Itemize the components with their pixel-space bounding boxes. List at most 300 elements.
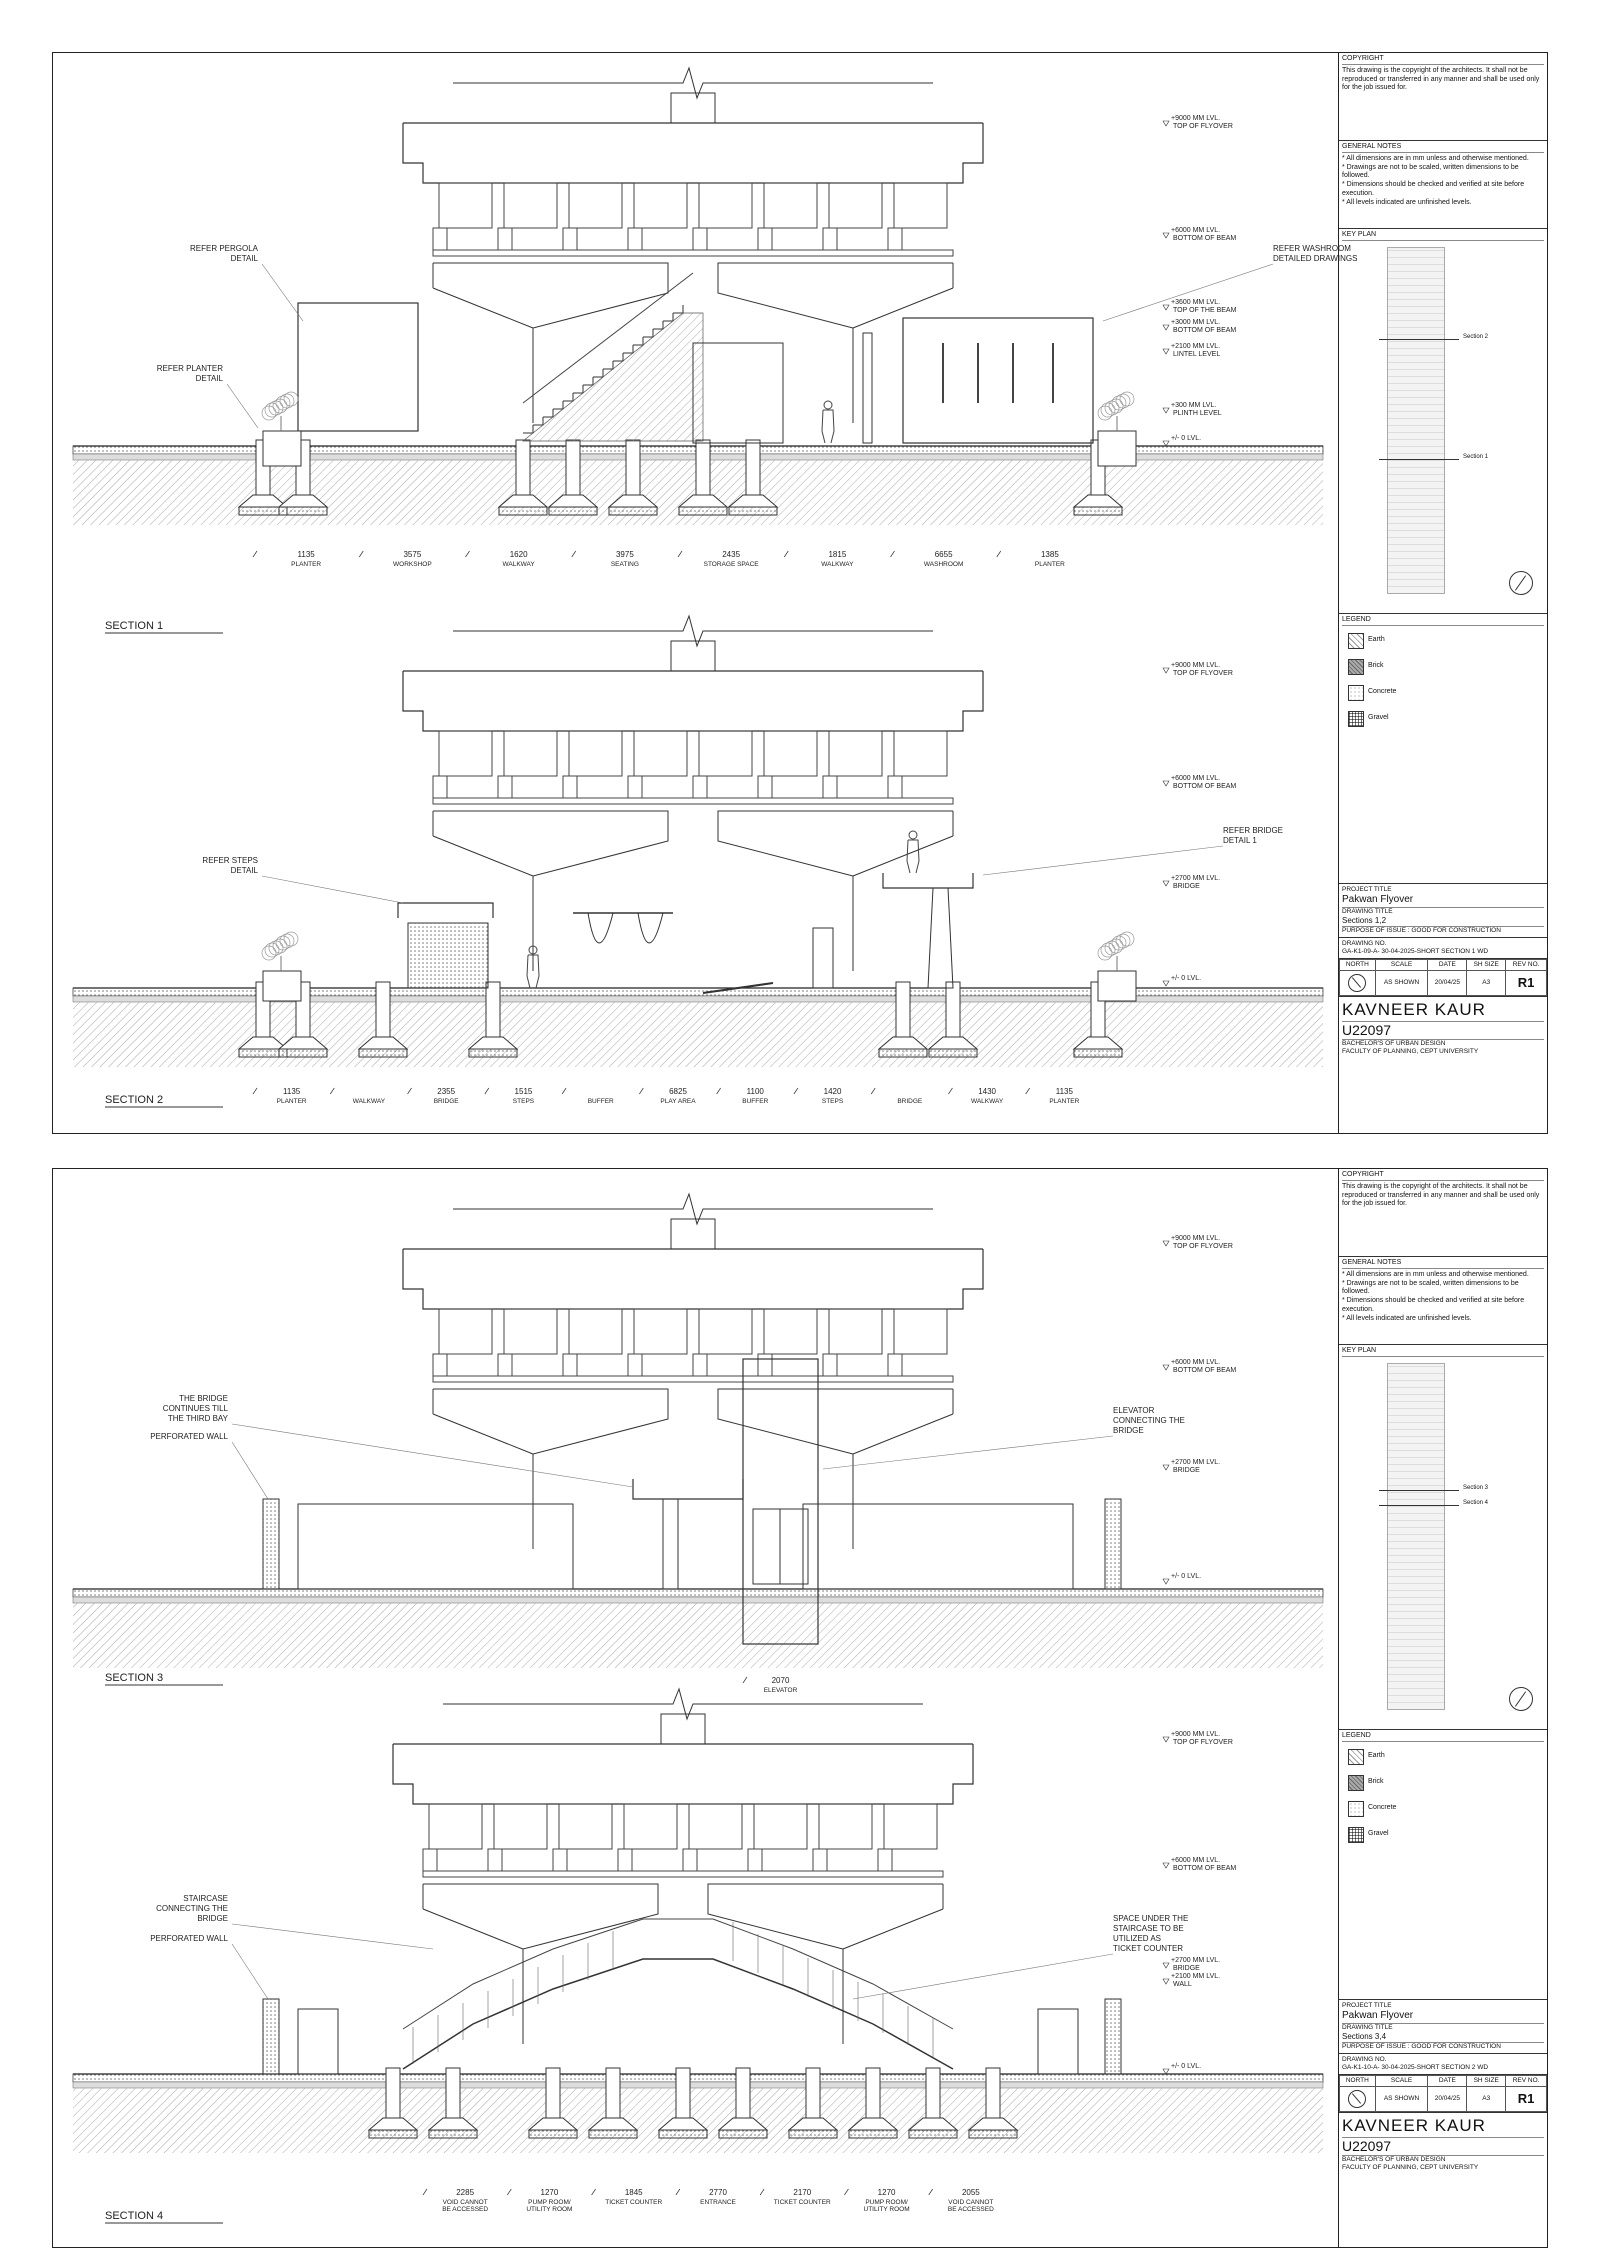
dim-label: UTILITY ROOM (863, 2206, 910, 2213)
drawing-number-heading: DRAWING NO. (1342, 939, 1387, 947)
drawing-title: Sections 1,2 (1342, 916, 1544, 927)
legend-block (1339, 1730, 1547, 2000)
legend-item-concrete (1348, 685, 1544, 701)
column (446, 2068, 460, 2118)
dim-label: PLAY AREA (660, 1098, 696, 1105)
level-value: +2100 MM LVL. (1171, 1973, 1221, 1980)
callout-text: PERFORATED WALL (150, 1934, 228, 1943)
dim-value: 1620 (509, 550, 528, 559)
callout-text: DETAIL (195, 374, 223, 383)
concrete-layer (73, 1597, 1323, 1603)
box-girder-cell (439, 731, 492, 776)
dim-value: 1100 (746, 1087, 764, 1096)
box-girder-cell (699, 183, 752, 228)
level-value: +6000 MM LVL. (1171, 1857, 1221, 1864)
legend-item-earth (1348, 633, 1544, 649)
dims-section-4 (423, 2188, 994, 2213)
column (386, 2068, 400, 2118)
bridge-ledge (398, 903, 493, 918)
dim-tick (676, 2189, 680, 2195)
copyright-block (1339, 53, 1547, 141)
key-plan-heading: KEY PLAN (1342, 231, 1544, 241)
level-marker (1163, 1737, 1169, 1742)
box-girder-cell (829, 1309, 882, 1354)
box-girder-cell (569, 183, 622, 228)
project-title: Pakwan Flyover (1342, 894, 1544, 908)
dim-tick (678, 551, 682, 557)
section-1-title: SECTION 1 (105, 620, 164, 632)
foliage (1101, 403, 1115, 417)
level-desc: BRIDGE (1173, 1467, 1200, 1474)
north-symbol-icon (1340, 971, 1376, 996)
note-line: * Drawings are not to be scaled, written dimensions to be followed. (1342, 1279, 1519, 1296)
callout-text: STAIRCASE (183, 1894, 228, 1903)
section-cut-label: Section 2 (1463, 334, 1489, 340)
dim-tick (359, 551, 363, 557)
legend-label: Brick (1368, 1778, 1384, 1786)
leader-line (232, 1424, 633, 1487)
footing-pad (969, 2130, 1017, 2138)
dim-label: VOID CANNOT (948, 2199, 994, 2206)
perforated-wall-right (803, 1504, 1073, 1589)
meta-heading: REV NO. (1506, 2076, 1547, 2087)
girder-bearing (628, 228, 642, 250)
project-heading: PROJECT TITLE (1342, 886, 1392, 893)
project-block (1339, 2000, 1547, 2054)
legend-heading: LEGEND (1342, 1732, 1544, 1742)
general-notes-block (1339, 141, 1547, 229)
planter-box (263, 971, 301, 1001)
dim-label: PLANTER (1034, 561, 1065, 568)
planter-shrub (1098, 932, 1134, 971)
callout-text: DETAILED DRAWINGS (1273, 254, 1358, 263)
dim-tick (891, 551, 895, 557)
level-value: +9000 MM LVL. (1171, 1731, 1221, 1738)
footing-pad (729, 507, 777, 515)
planter-shrub (1098, 392, 1134, 431)
girder-bearing (813, 1849, 827, 1871)
girder-bearing (748, 1849, 762, 1871)
dim-label: STORAGE SPACE (703, 561, 759, 568)
section-cut-label: Section 4 (1463, 1500, 1489, 1506)
step (633, 337, 643, 345)
dim-label: UTILITY ROOM (526, 2206, 573, 2213)
meta-heading: DATE (1428, 960, 1467, 971)
pier-cap-top (423, 1871, 943, 1877)
bearing-block (661, 1714, 705, 1744)
dim-tick (592, 2189, 596, 2195)
girder-bearing (563, 228, 577, 250)
level-marker (1163, 1863, 1169, 1868)
level-value: +/- 0 LVL. (1171, 2063, 1202, 2070)
step (543, 409, 553, 417)
box-girder-cell (699, 731, 752, 776)
callout-text: REFER PERGOLA (189, 244, 258, 253)
dim-label: WORKSHOP (393, 561, 432, 568)
footing-pad (549, 507, 597, 515)
girder-bearing (563, 1354, 577, 1376)
footing-pad (719, 2130, 767, 2138)
callout-perforated-wall (150, 1432, 268, 1499)
general-notes-block (1339, 1257, 1547, 1345)
meta-heading: DATE (1428, 2076, 1467, 2087)
box-girder-cell (624, 1804, 677, 1849)
box-girder-cell (504, 731, 557, 776)
dim-value: 2770 (709, 2188, 727, 2197)
copyright-text: This drawing is the copyright of the architects. It shall not be reproduced or transferred in any manner and shall be used only for the job issued for. (1342, 66, 1540, 92)
note-line: * Drawings are not to be scaled, written dimensions to be followed. (1342, 163, 1519, 180)
earth-layer (73, 1603, 1323, 1668)
drawing-sheet-2 (52, 1168, 1548, 2248)
footing-pad (589, 2130, 637, 2138)
column (736, 2068, 750, 2118)
level-marker (1163, 981, 1169, 986)
note-line: * All dimensions are in mm unless and otherwise mentioned. (1342, 1270, 1529, 1278)
box-girder-cell (439, 183, 492, 228)
box-girder-cell (894, 731, 947, 776)
meta-heading: NORTH (1340, 2076, 1376, 2087)
box-girder-cell (439, 1309, 492, 1354)
dim-tick (871, 1088, 875, 1094)
dim-tick (948, 1088, 952, 1094)
column (606, 2068, 620, 2118)
level-value: +9000 MM LVL. (1171, 1235, 1221, 1242)
step (583, 377, 593, 385)
ground-section-4 (73, 2074, 1323, 2153)
deck-slab (403, 123, 983, 183)
footing-pad (469, 1049, 517, 1057)
step (673, 305, 683, 313)
pillar-right (1105, 1499, 1121, 1589)
box-girder-cell (559, 1804, 612, 1849)
legend-label: Gravel (1368, 714, 1389, 722)
bearing-block (671, 641, 715, 671)
level-marker (1163, 325, 1169, 330)
key-plan-block (1339, 1345, 1547, 1730)
callout-text: THE BRIDGE (179, 1394, 228, 1403)
head (824, 401, 832, 409)
level-desc: PLINTH LEVEL (1173, 410, 1222, 417)
section-cut-label: Section 3 (1463, 1485, 1489, 1491)
girder-bearing (888, 776, 902, 798)
meta-block (1339, 2075, 1547, 2113)
level-value: +3000 MM LVL. (1171, 319, 1221, 326)
girder-bearing (498, 228, 512, 250)
girder-bearing (693, 228, 707, 250)
step (563, 393, 573, 401)
footing-pad (499, 507, 547, 515)
footing-pad (429, 2130, 477, 2138)
dim-value: 1430 (978, 1087, 996, 1096)
note-line: * Dimensions should be checked and verified at site before execution. (1342, 1297, 1525, 1313)
level-value: +/- 0 LVL. (1171, 975, 1202, 982)
step (553, 401, 563, 409)
body (907, 840, 919, 873)
dim-tick (507, 2189, 511, 2195)
dim-label: WALKWAY (821, 561, 854, 568)
column (926, 2068, 940, 2118)
footing-pad (679, 507, 727, 515)
level-marker (1163, 668, 1169, 673)
girder-bearing (498, 1354, 512, 1376)
ground-section-3 (73, 1589, 1323, 1668)
footing-pad (879, 1049, 927, 1057)
girder-bearing (683, 1849, 697, 1871)
callout-text: CONTINUES TILL (162, 1404, 228, 1413)
callout-text: TICKET COUNTER (1113, 1944, 1184, 1953)
legend-item-earth (1348, 1749, 1544, 1765)
cap-slope (843, 1909, 943, 1949)
level-value: +2700 MM LVL. (1171, 1957, 1221, 1964)
dim-tick (408, 1088, 412, 1094)
note-line: * All dimensions are in mm unless and otherwise mentioned. (1342, 154, 1529, 162)
dim-label: BUFFER (587, 1098, 614, 1105)
pillar-left (263, 1999, 279, 2074)
level-desc: BOTTOM OF BEAM (1173, 783, 1237, 790)
dim-label: BRIDGE (897, 1098, 923, 1105)
column (376, 982, 390, 1037)
swing-seats (588, 913, 663, 943)
callout-text: REFER PLANTER (156, 364, 223, 373)
dim-label: BRIDGE (433, 1098, 459, 1105)
planter-shrub (262, 932, 298, 971)
girder-bearing (628, 776, 642, 798)
girder-bearing (693, 776, 707, 798)
callout-text: REFER STEPS (202, 856, 258, 865)
dim-tick (639, 1088, 643, 1094)
footing-pad (529, 2130, 577, 2138)
meta-heading: SH SIZE (1467, 960, 1506, 971)
dim-label: STEPS (821, 1098, 844, 1105)
step (623, 345, 633, 353)
level-desc: LINTEL LEVEL (1173, 351, 1221, 358)
box-girder-cell (494, 1804, 547, 1849)
callout-text: DETAIL 1 (1223, 836, 1257, 845)
legend-label: Concrete (1368, 1804, 1397, 1812)
level-desc: BOTTOM OF BEAM (1173, 327, 1237, 334)
bridge-column (663, 1499, 678, 1589)
level-desc: TOP OF THE BEAM (1173, 307, 1237, 314)
dim-tick (466, 551, 470, 557)
north-arrow-icon (1509, 571, 1533, 595)
dim-tick (562, 1088, 566, 1094)
column (746, 440, 760, 495)
callout-text: REFER BRIDGE (1223, 826, 1284, 835)
school-line: FACULTY OF PLANNING, CEPT UNIVERSITY (1342, 2164, 1479, 2172)
section-cut-label: Section 1 (1463, 454, 1489, 460)
drawing-heading: DRAWING TITLE (1342, 2023, 1393, 2031)
key-plan-block (1339, 229, 1547, 614)
column (546, 2068, 560, 2118)
key-plan-map (1387, 247, 1445, 594)
dim-label: TICKET COUNTER (605, 2199, 663, 2206)
pier-arm-left (433, 1389, 668, 1549)
level-desc: BRIDGE (1173, 1965, 1200, 1972)
dim-value: 2435 (722, 550, 741, 559)
revision-value: R1 (1506, 971, 1547, 996)
level-desc: BOTTOM OF BEAM (1173, 235, 1237, 242)
dim-label: STEPS (512, 1098, 535, 1105)
legend-item-gravel (1348, 1827, 1544, 1843)
scale-value: AS SHOWN (1375, 2087, 1428, 2112)
purpose-of-issue: PURPOSE OF ISSUE : GOOD FOR CONSTRUCTION (1342, 926, 1501, 934)
callout-text: BRIDGE (197, 1914, 228, 1923)
dim-value: 3975 (615, 550, 634, 559)
column (696, 440, 710, 495)
notes-heading: GENERAL NOTES (1342, 1259, 1544, 1269)
footing-pad (609, 507, 657, 515)
pier-arm-left (423, 1884, 658, 2044)
author-block (1339, 2113, 1547, 2174)
pergola-frame (298, 303, 418, 431)
foliage (265, 403, 279, 417)
column (806, 2068, 820, 2118)
girder-bearing (758, 228, 772, 250)
level-value: +6000 MM LVL. (1171, 775, 1221, 782)
dim-label: PUMP ROOM/ (528, 2199, 571, 2206)
step (653, 321, 663, 329)
school-line: BACHELOR'S OF URBAN DESIGN (1342, 2156, 1446, 2163)
callout-text: UTILIZED AS (1113, 1934, 1162, 1943)
dim-value: 1135 (283, 1087, 301, 1096)
dim-label: VOID CANNOT (442, 2199, 488, 2206)
project-title: Pakwan Flyover (1342, 2010, 1544, 2024)
dim-value: 1270 (540, 2188, 559, 2197)
dim-label: WALKWAY (352, 1098, 386, 1105)
dim-tick (929, 2189, 933, 2195)
meta-table (1339, 959, 1547, 996)
drawing-number-heading: DRAWING NO. (1342, 2055, 1387, 2063)
girder-bearing (758, 1354, 772, 1376)
concrete-swatch-icon (1348, 685, 1364, 701)
project-heading: PROJECT TITLE (1342, 2002, 1392, 2009)
drawing-number-block (1339, 2054, 1547, 2075)
callout-text: REFER WASHROOM (1273, 244, 1351, 253)
callout-text: CONNECTING THE (1113, 1416, 1185, 1425)
level-desc: TOP OF FLYOVER (1173, 1739, 1233, 1746)
dim-tick (794, 1088, 798, 1094)
earth-swatch-icon (1348, 1749, 1364, 1765)
footing-pad (279, 1049, 327, 1057)
level-marker (1163, 408, 1169, 413)
girder-bearing (878, 1849, 892, 1871)
box-girder-cell (429, 1804, 482, 1849)
dim-label: ENTRANCE (700, 2199, 736, 2206)
planter-shrub (262, 392, 298, 431)
callout-ticket-counter (853, 1914, 1188, 1999)
bearing-block (671, 93, 715, 123)
girder-bearing (888, 1354, 902, 1376)
north-arrow-icon (1509, 1687, 1533, 1711)
column (626, 440, 640, 495)
title-block (1338, 53, 1547, 1133)
pillar-right (1105, 1999, 1121, 2074)
box-girder-cell (829, 183, 882, 228)
dim-value: 1270 (877, 2188, 896, 2197)
footing-pad (909, 2130, 957, 2138)
drawing-heading: DRAWING TITLE (1342, 907, 1393, 915)
copyright-block (1339, 1169, 1547, 1257)
drawing-title: Sections 3,4 (1342, 2032, 1544, 2043)
box-girder-cell (569, 731, 622, 776)
dim-value: 1385 (1040, 550, 1059, 559)
footing-pad (849, 2130, 897, 2138)
box-girder-cell (764, 731, 817, 776)
dim-value: 2170 (793, 2188, 812, 2197)
leader-line (983, 846, 1223, 875)
girder-bearing (563, 776, 577, 798)
step (593, 369, 603, 377)
cap-slope (853, 836, 953, 876)
callout-text: DETAIL (230, 866, 258, 875)
column (676, 2068, 690, 2118)
revision-value: R1 (1506, 2087, 1547, 2112)
step (523, 425, 533, 433)
girder-bearing (618, 1849, 632, 1871)
drawing-sheet-1 (52, 52, 1548, 1134)
drawing-number: GA-K1-09-A- 30-04-2025-SHORT SECTION 1 WD (1342, 948, 1489, 955)
dim-value: 2285 (456, 2188, 475, 2197)
leader-line (262, 264, 303, 321)
legend-item-brick (1348, 659, 1544, 675)
dim-label: WASHROOM (923, 561, 964, 568)
callout-text: ELEVATOR (1113, 1406, 1155, 1415)
dim-value: 2055 (961, 2188, 980, 2197)
copyright-heading: COPYRIGHT (1342, 1171, 1544, 1181)
level-marker (1163, 305, 1169, 310)
level-marks-section-2 (1163, 662, 1236, 986)
footing-pad (929, 1049, 977, 1057)
dim-tick (423, 2189, 427, 2195)
level-marks-section-1 (1163, 115, 1237, 446)
box-girder-cell (819, 1804, 872, 1849)
student-id: U22097 (1342, 2138, 1544, 2157)
level-value: +/- 0 LVL. (1171, 1573, 1202, 1580)
dim-label: BUFFER (742, 1098, 769, 1105)
stair-fill (523, 313, 703, 441)
level-marks-section-3 (1163, 1235, 1236, 1584)
purpose-of-issue: PURPOSE OF ISSUE : GOOD FOR CONSTRUCTION (1342, 2042, 1501, 2050)
author-name: KAVNEER KAUR (1342, 999, 1544, 1021)
level-marker (1163, 1465, 1169, 1470)
planter-box (263, 431, 301, 466)
level-marker (1163, 233, 1169, 238)
flyover-section-2 (403, 616, 983, 971)
dim-tick (844, 2189, 848, 2195)
gravel-swatch-icon (1348, 1827, 1364, 1843)
column (986, 2068, 1000, 2118)
legend-heading: LEGEND (1342, 616, 1544, 626)
student-id: U22097 (1342, 1022, 1544, 1041)
dim-tick (1026, 1088, 1030, 1094)
footing-pad (279, 507, 327, 515)
gravel-swatch-icon (1348, 711, 1364, 727)
level-value: +2700 MM LVL. (1171, 1459, 1221, 1466)
head (909, 831, 917, 839)
callout-bridge (983, 826, 1283, 875)
bridge-staircase (403, 1919, 953, 2069)
pillar-left (263, 1499, 279, 1589)
box-girder-cell (634, 183, 687, 228)
handrail (403, 1919, 953, 2029)
footing-pad (1074, 507, 1122, 515)
box-girder-cell (689, 1804, 742, 1849)
deck-slab (393, 1744, 973, 1804)
flyover-section-3 (403, 1194, 983, 1549)
dim-label: TICKET COUNTER (773, 2199, 831, 2206)
column (486, 982, 500, 1037)
step (643, 329, 653, 337)
